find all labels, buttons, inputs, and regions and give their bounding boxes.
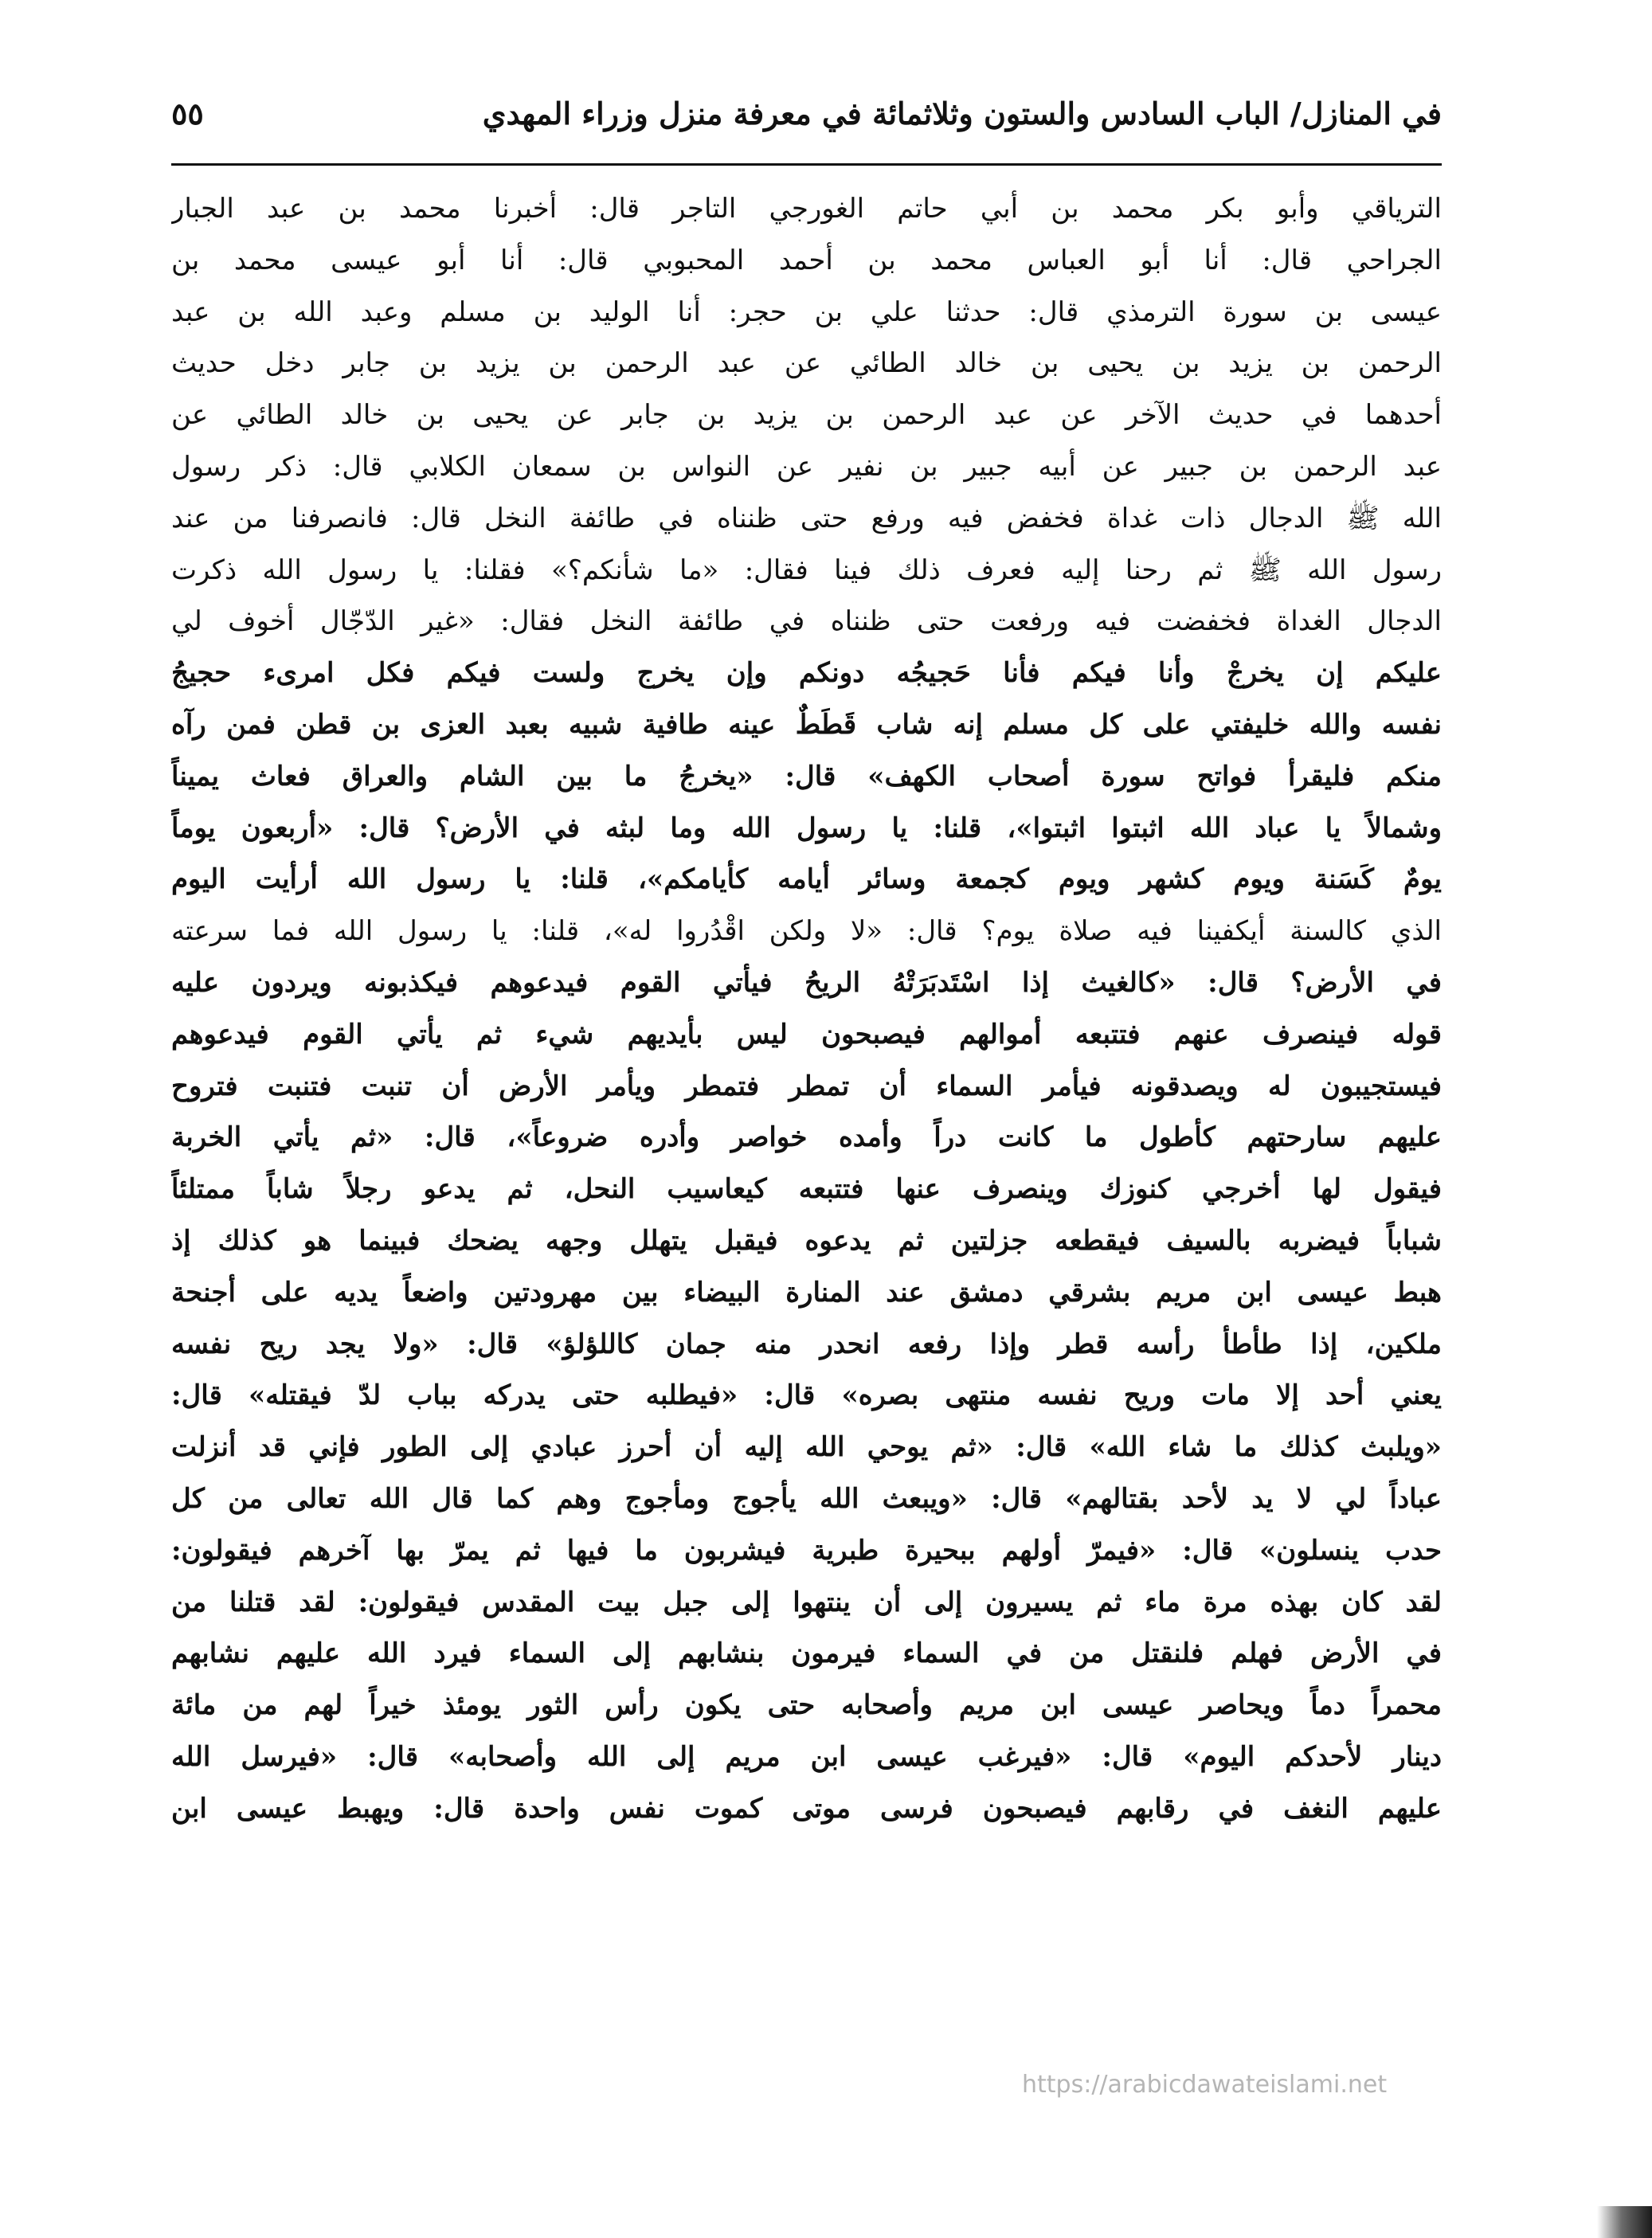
text-line-17: قوله فینصرف عنهم فتتبعه أموالهم فیصبحون لیس بأیدیهم شيء ثم یأتي القوم فیدعوهم (171, 1018, 1442, 1051)
text-line-22: هبط عیسی ابن مریم بشرقي دمشق عند المنارة البیضاء بین مهرودتین واضعاً یدیه علی أجنحة (171, 1276, 1442, 1309)
text-line-7: الله ﷺ الدجال ذات غداة فخفض فیه ورفع حتی ظنناه في طائفة النخل قال: فانصرفنا من عند (171, 502, 1442, 534)
text-line-9: الدجال الغداة فخفضت فیه ورفعت حتی ظنناه في طائفة النخل فقال: «غیر الدّجّال أخوف لي (171, 605, 1442, 638)
text-line-23: ملکین، إذا طأطأ رأسه قطر وإذا رفعه انحدر منه جمان کاللؤلؤ» قال: «ولا یجد ریح نفسه (171, 1328, 1442, 1360)
text-line-2: الجراحي قال: أنا أبو العباس محمد بن أحمد المحبوبي قال: أنا أبو عیسی محمد بن (171, 244, 1442, 276)
body-text (171, 183, 1442, 1835)
text-line-1: التریاقي وأبو بکر محمد بن أبي حاتم الغورجي التاجر قال: أخبرنا محمد بن عبد الجبار (171, 193, 1442, 225)
text-line-15: الذي کالسنة أیکفینا فیه صلاة یوم؟ قال: «لا ولکن اقْدُروا له»، قلنا: یا رسول الله فما سرعته (171, 915, 1442, 948)
text-line-6: عبد الرحمن بن جبیر عن أبیه جبیر بن نفیر عن النواس بن سمعان الکلابي قال: ذکر رسول (171, 450, 1442, 483)
text-line-8: رسول الله ﷺ ثم رحنا إلیه فعرف ذلك فینا فقال: «ما شأنکم؟» فقلنا: یا رسول الله ذکرت (171, 554, 1442, 586)
running-title: في المنازل/ الباب السادس والستون وثلاثمائة في معرفة منزل وزراء المهدي (482, 96, 1442, 131)
text-line-19: علیهم سارحتهم کأطول ما کانت دراً وأمده خواصر وأدره ضروعاً»، قال: «ثم یأتي الخربة (171, 1121, 1442, 1154)
page-number: ٥٥ (171, 96, 204, 131)
text-line-27: حدب ینسلون» قال: «فیمرّ أولهم ببحیرة طبریة فیشربون ما فیها ثم یمرّ بها آخرهم فیقولون: (171, 1534, 1442, 1567)
text-line-16: في الأرض؟ قال: «کالغیث إذا اسْتَدبَرَتْهُ الریحُ فیأتي القوم فیدعوهم فیکذبونه ویردون علیه (171, 966, 1442, 999)
text-line-14: یومٌ کَسَنة ویوم کشهر ویوم کجمعة وسائر أیامه کأیامکم»، قلنا: یا رسول الله أرأیت الیوم (171, 863, 1442, 896)
text-line-26: عباداً لي لا ید لأحد بقتالهم» قال: «ویبعث الله یأجوج ومأجوج وهم کما قال الله تعالی من کل (171, 1482, 1442, 1515)
header-divider (171, 163, 1442, 166)
text-line-31: دینار لأحدکم الیوم» قال: «فیرغب عیسی ابن مریم إلی الله وأصحابه» قال: «فیرسل الله (171, 1740, 1442, 1773)
text-line-30: محمراً دماً ویحاصر عیسی ابن مریم وأصحابه حتی یکون رأس الثور یومئذ خیراً لهم من مائة (171, 1689, 1442, 1722)
text-line-29: في الأرض فهلم فلنقتل من في السماء فیرمون بنشابهم إلی السماء فیرد الله علیهم نشابهم (171, 1637, 1442, 1670)
watermark-url: https://arabicdawateislami.net (1022, 2071, 1388, 2099)
text-line-12: منکم فلیقرأ فواتح سورة أصحاب الکهف» قال: «یخرجُ ما بین الشام والعراق فعاث یمیناً (171, 760, 1442, 792)
text-line-10: علیکم إن یخرجْ وأنا فیکم فأنا حَجیجُه دونکم وإن یخرج ولست فیکم فکل امرىء حجیجُ (171, 657, 1442, 690)
text-line-25: «ویلبث کذلك ما شاء الله» قال: «ثم یوحي الله إلیه أن أحرز عبادي إلی الطور فإني قد أنزلت (171, 1431, 1442, 1464)
text-line-20: فیقول لها أخرجي کنوزك وینصرف عنها فتتبعه کیعاسیب النحل، ثم یدعو رجلاً شاباً ممتلئاً (171, 1173, 1442, 1206)
text-line-3: عیسی بن سورة الترمذي قال: حدثنا علي بن حجر: أنا الولید بن مسلم وعبد الله بن عبد (171, 295, 1442, 328)
text-line-32: علیهم النغف في رقابهم فیصبحون فرسی موتی کموت نفس واحدة قال: ویهبط عیسی ابن (171, 1792, 1442, 1825)
text-line-21: شباباً فیضربه بالسیف فیقطعه جزلتین ثم یدعوه فیقبل یتهلل وجهه یضحك فبینما هو کذلك إذ (171, 1224, 1442, 1257)
text-line-18: فیستجیبون له ویصدقونه فیأمر السماء أن تمطر فتمطر ویأمر الأرض أن تنبت فتنبت فتروح (171, 1070, 1442, 1102)
text-line-5: أحدهما في حدیث الآخر عن عبد الرحمن بن یزید بن جابر عن یحیی بن خالد الطائي عن (171, 399, 1442, 432)
text-line-24: یعني أحد إلا مات وریح نفسه منتهی بصره» قال: «فیطلبه حتی یدرکه بباب لدّ فیقتله» قال: (171, 1379, 1442, 1412)
text-line-11: نفسه والله خلیفتي علی کل مسلم إنه شاب قَطَطٌ عینه طافیة شبیه بعبد العزی بن قطن فمن رآه (171, 708, 1442, 741)
page-header (171, 84, 1442, 155)
text-line-13: وشمالاً یا عباد الله اثبتوا اثبتوا»، قلنا: یا رسول الله وما لبثه في الأرض؟ قال: «أربعون یوماً (171, 812, 1442, 844)
text-line-28: لقد کان بهذه مرة ماء ثم یسیرون إلی أن ینتهوا إلی جبل بیت المقدس فیقولون: لقد قتلنا من (171, 1586, 1442, 1618)
scan-edge-shadow (1597, 2206, 1652, 2238)
text-line-4: الرحمن بن یزید بن یحیی بن خالد الطائي عن عبد الرحمن بن یزید بن جابر دخل حدیث (171, 347, 1442, 380)
